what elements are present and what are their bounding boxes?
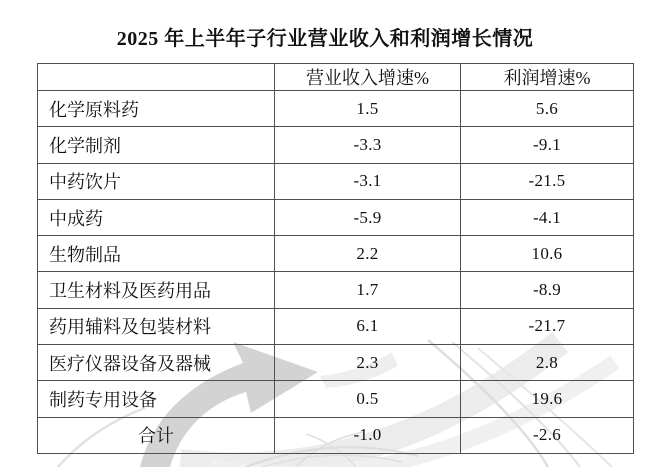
profit-growth-cell: -21.5 bbox=[461, 163, 634, 199]
table-header-row bbox=[38, 64, 634, 91]
revenue-growth-cell: 1.5 bbox=[275, 91, 461, 127]
profit-growth-column-header: 利润增速% bbox=[461, 64, 634, 91]
industry-cell: 化学原料药 bbox=[38, 91, 275, 127]
table-row bbox=[38, 91, 634, 127]
industry-cell: 化学制剂 bbox=[38, 127, 275, 163]
profit-growth-cell: 10.6 bbox=[461, 236, 634, 272]
industry-cell: 生物制品 bbox=[38, 236, 275, 272]
revenue-growth-cell: 0.5 bbox=[275, 381, 461, 417]
table-row bbox=[38, 345, 634, 381]
industry-cell: 制药专用设备 bbox=[38, 381, 275, 417]
industry-growth-table bbox=[37, 63, 634, 454]
revenue-growth-cell: 6.1 bbox=[275, 308, 461, 344]
revenue-growth-cell: 1.7 bbox=[275, 272, 461, 308]
profit-growth-cell: -9.1 bbox=[461, 127, 634, 163]
revenue-growth-cell: -3.1 bbox=[275, 163, 461, 199]
industry-column-header bbox=[38, 64, 275, 91]
industry-cell: 中成药 bbox=[38, 199, 275, 235]
industry-cell: 医疗仪器设备及器械 bbox=[38, 345, 275, 381]
table-row bbox=[38, 127, 634, 163]
profit-growth-cell: -21.7 bbox=[461, 308, 634, 344]
table-row bbox=[38, 163, 634, 199]
profit-growth-cell: 19.6 bbox=[461, 381, 634, 417]
profit-growth-cell: 2.8 bbox=[461, 345, 634, 381]
revenue-growth-cell: -5.9 bbox=[275, 199, 461, 235]
table-body bbox=[38, 91, 634, 454]
table-row bbox=[38, 199, 634, 235]
profit-growth-cell: -4.1 bbox=[461, 199, 634, 235]
revenue-growth-column-header: 营业收入增速% bbox=[275, 64, 461, 91]
revenue-growth-cell: -1.0 bbox=[275, 417, 461, 453]
table-row bbox=[38, 381, 634, 417]
profit-growth-cell: 5.6 bbox=[461, 91, 634, 127]
revenue-growth-cell: 2.2 bbox=[275, 236, 461, 272]
page-title: 2025 年上半年子行业营业收入和利润增长情况 bbox=[116, 28, 534, 50]
revenue-growth-cell: 2.3 bbox=[275, 345, 461, 381]
revenue-growth-cell: -3.3 bbox=[275, 127, 461, 163]
industry-cell: 合计 bbox=[38, 417, 275, 453]
table-row bbox=[38, 236, 634, 272]
table-row-total bbox=[38, 417, 634, 453]
profit-growth-cell: -8.9 bbox=[461, 272, 634, 308]
profit-growth-cell: -2.6 bbox=[461, 417, 634, 453]
industry-cell: 卫生材料及医药用品 bbox=[38, 272, 275, 308]
industry-cell: 中药饮片 bbox=[38, 163, 275, 199]
table-row bbox=[38, 308, 634, 344]
industry-cell: 药用辅料及包装材料 bbox=[38, 308, 275, 344]
table-row bbox=[38, 272, 634, 308]
